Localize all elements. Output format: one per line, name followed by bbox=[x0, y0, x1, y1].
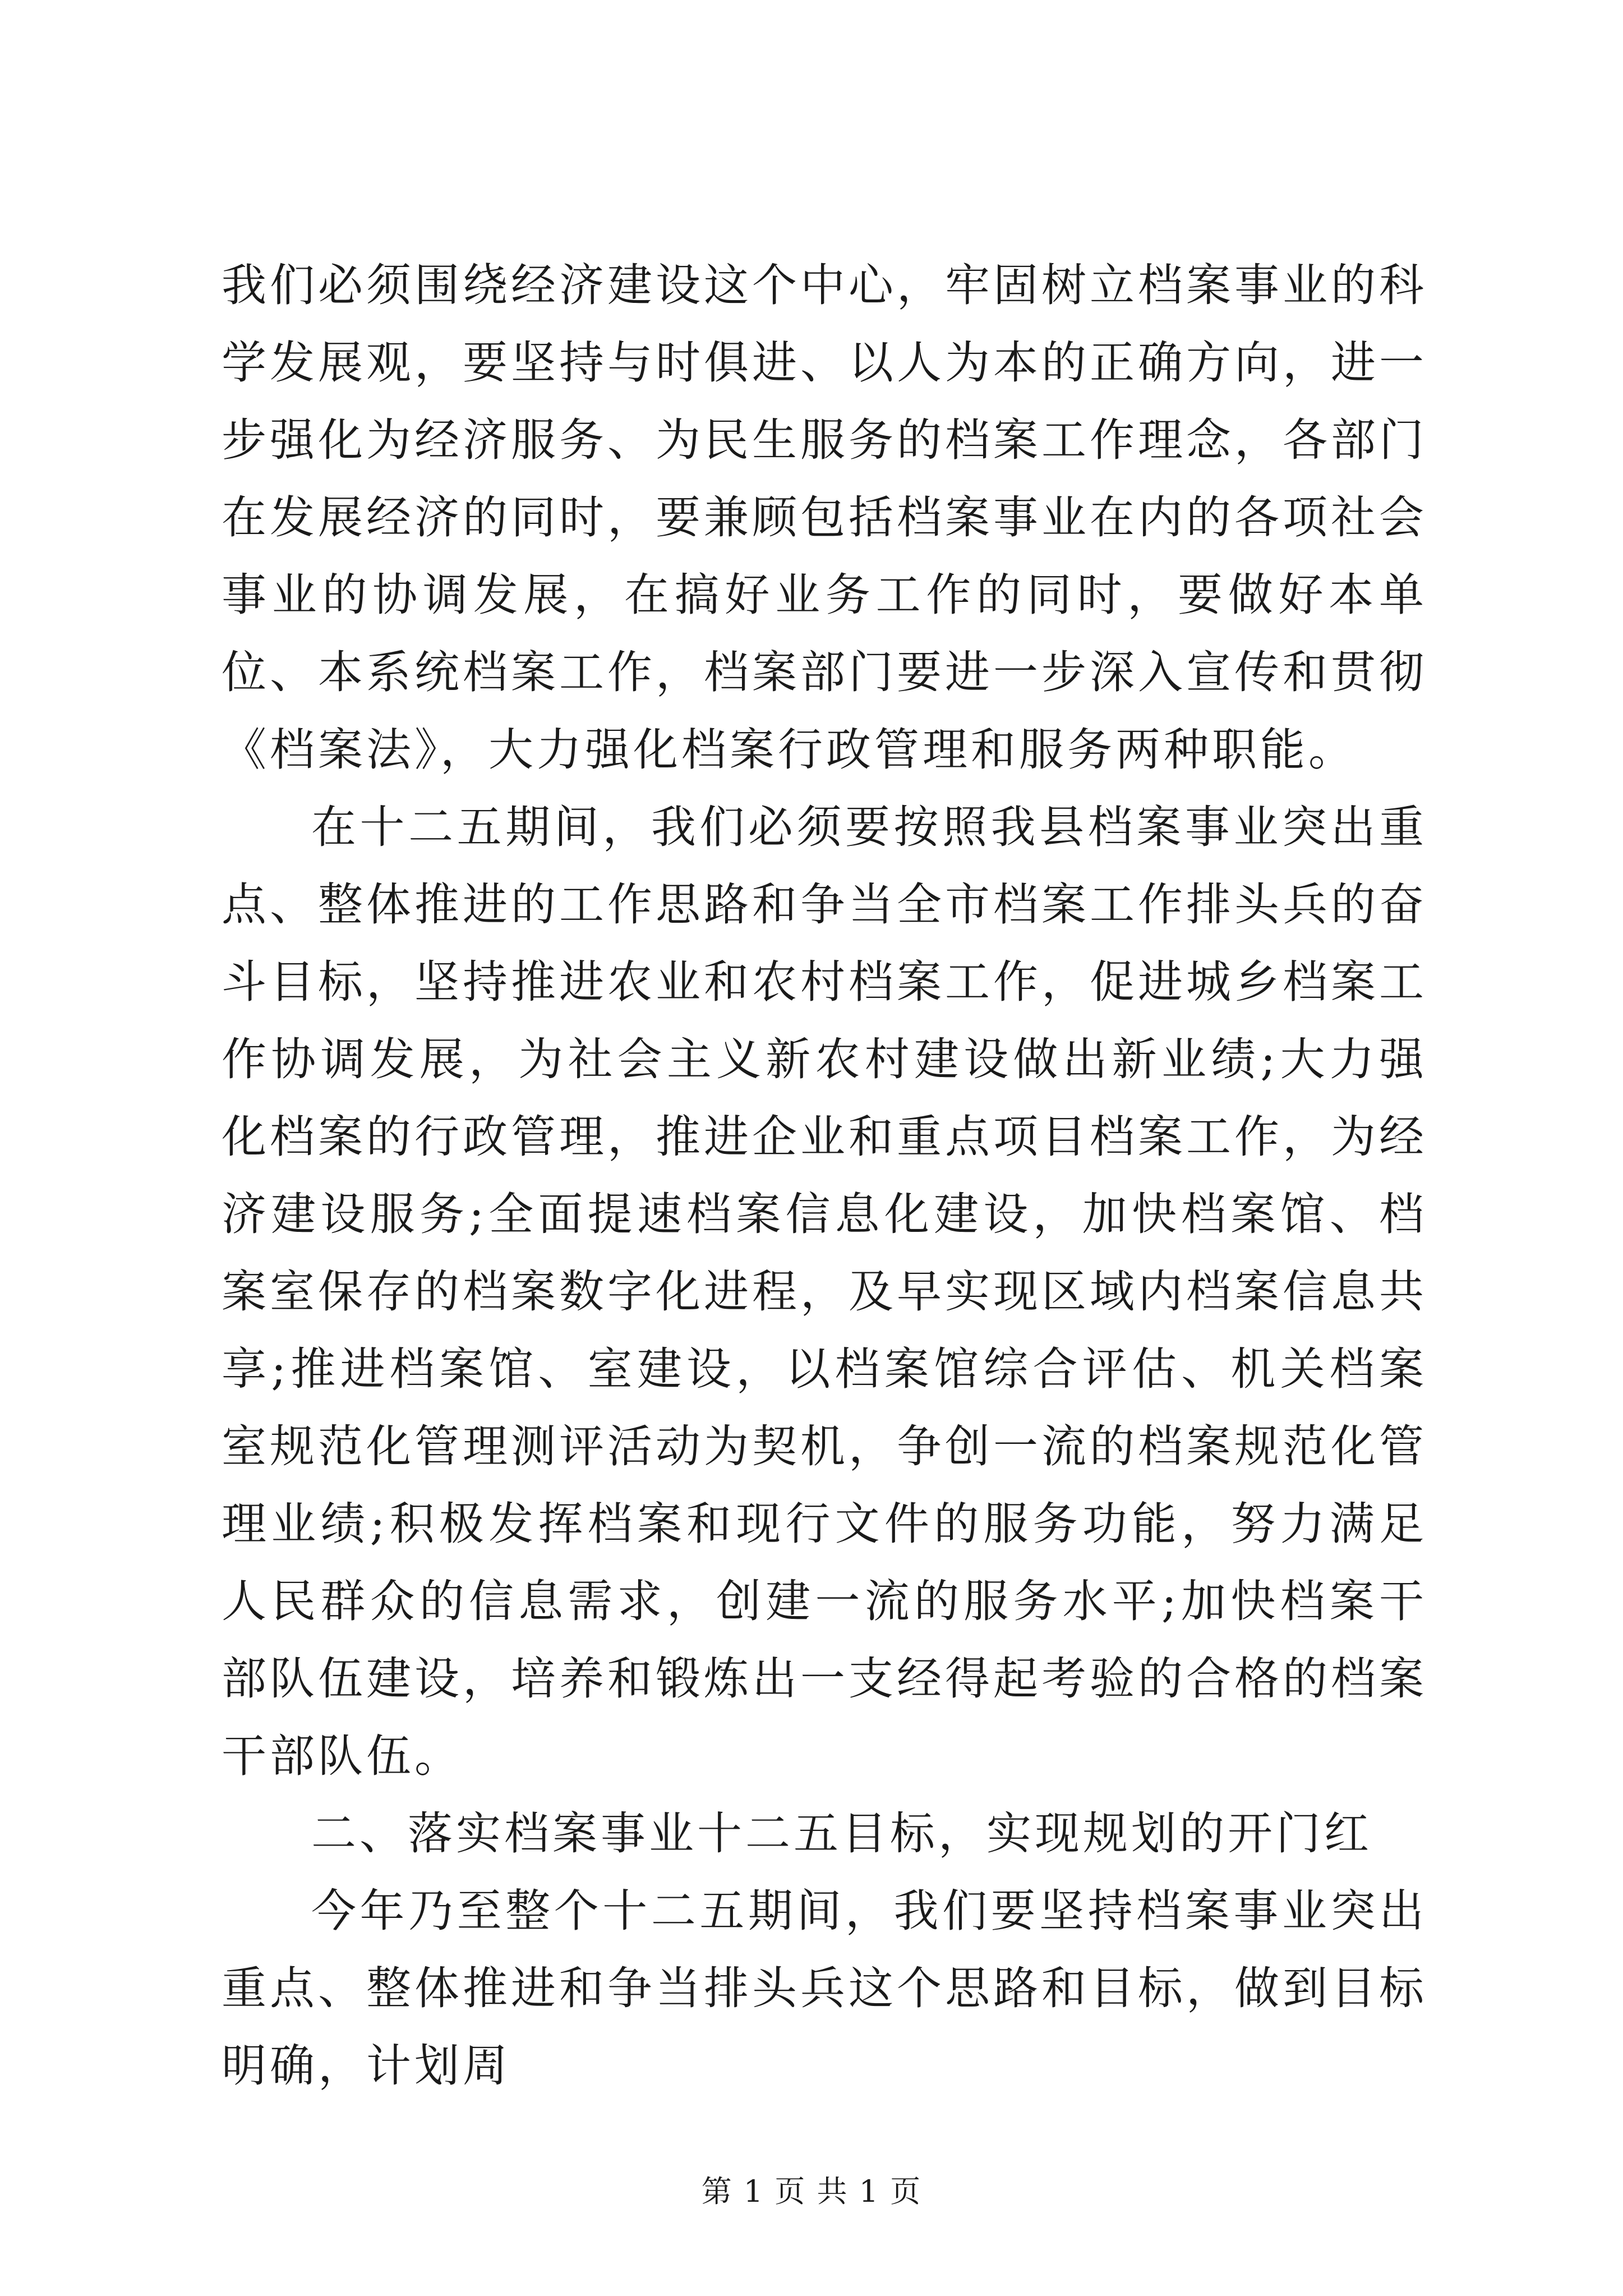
paragraph-3: 今年乃至整个十二五期间，我们要坚持档案事业突出重点、整体推进和争当排头兵这个思路和目标，做到目标明确，计划周 bbox=[222, 1885, 1427, 2092]
paragraph-2: 在十二五期间，我们必须要按照我县档案事业突出重点、整体推进的工作思路和争当全市档案工作排头兵的奋斗目标，坚持推进农业和农村档案工作，促进城乡档案工作协调发展，为社会主义新农村建设做出新业绩;大力强化档案的行政管理，推进企业和重点项目档案工作，为经济建设服务;全面提速档案信息化建设，加快档案馆、档案室保存的档案数字化进程，及早实现区域内档案信息共享;推进档案馆、室建设，以档案馆综合评估、机关档案室规范化管理测评活动为契机，争创一流的档案规范化管理业绩;积极发挥档案和现行文件的服务功能，努力满足人民群众的信息需求，创建一流的服务水平;加快档案干部队伍建设，培养和锻炼出一支经得起考验的合格的档案干部队伍。 bbox=[222, 801, 1427, 1782]
section-heading: 二、落实档案事业十二五目标，实现规划的开门红 bbox=[311, 1807, 1372, 1860]
page-footer: 第 1 页 共 1 页 bbox=[701, 2174, 922, 2209]
paragraph-1: 我们必须围绕经济建设这个中心，牢固树立档案事业的科学发展观，要坚持与时俱进、以人为本的正确方向，进一步强化为经济服务、为民生服务的档案工作理念，各部门在发展经济的同时，要兼顾包括档案事业在内的各项社会事业的协调发展，在搞好业务工作的同时，要做好本单位、本系统档案工作，档案部门要进一步深入宣传和贯彻《档案法》，大力强化档案行政管理和服务两种职能。 bbox=[222, 259, 1427, 776]
document-body bbox=[222, 247, 1427, 2105]
